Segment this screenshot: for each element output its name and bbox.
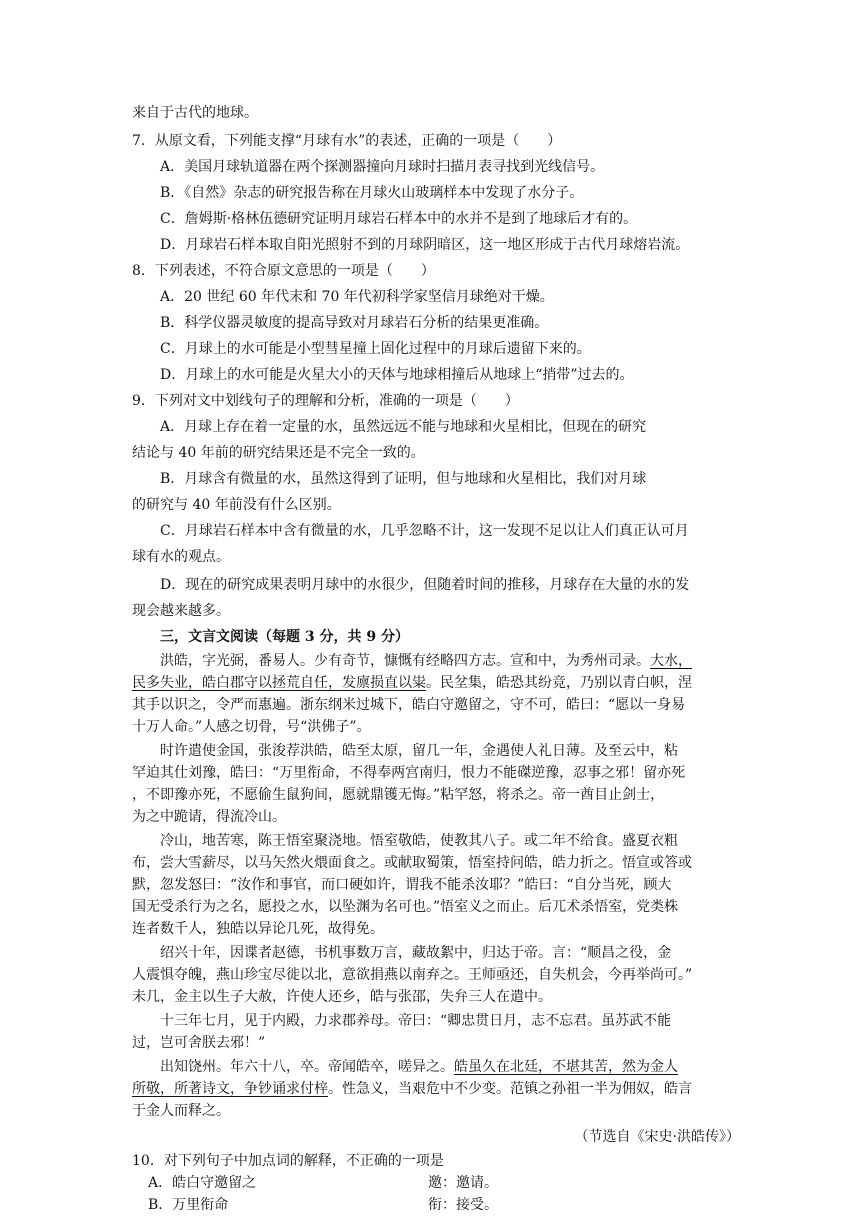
q7-option-d: D．月球岩石样本取自阳光照射不到的月球阴暗区，这一地区形成于古代月球熔岩流。 bbox=[160, 237, 690, 253]
q10-option-b: B．万里衔命 bbox=[148, 1197, 229, 1213]
passage-line: 于金人而释之。 bbox=[132, 1103, 230, 1119]
q9-option-c: C．月球岩石样本中含有微量的水，几乎忽略不计，这一发现不足以让人们真正认可月 bbox=[160, 523, 689, 539]
passage-line: 未几，金主以生子大赦，许使人还乡，皓与张邵，失弁三人在遣中。 bbox=[132, 989, 552, 1005]
passage-line: 国无受杀行为之名，愿投之水，以坠渊为名可也。”悟室义之而止。后兀术杀悟室，党类株 bbox=[132, 899, 679, 915]
q9-option-b-cont: 的研究与 40 年前没有什么区别。 bbox=[132, 497, 341, 513]
passage-line: 冷山，地苦寒，陈王悟室聚浇地。悟室敬皓，使教其八子。或二年不给食。盛夏衣粗 bbox=[160, 833, 678, 849]
passage-line bbox=[132, 1079, 692, 1099]
q8-option-c: C．月球上的水可能是小型彗星撞上固化过程中的月球后遗留下来的。 bbox=[160, 341, 591, 357]
passage-line: ，不即豫亦死，不愿偷生鼠狗间，愿就鼎镬无悔。”粘罕怒，将杀之。帝一酋目止剑士， bbox=[132, 787, 665, 803]
q10-option-b-gloss: 衔：接受。 bbox=[428, 1197, 498, 1213]
passage-line: 十万人命。”人感之切骨，号“洪佛子”。 bbox=[132, 719, 371, 735]
q10-option-a-gloss: 邀：邀请。 bbox=[428, 1175, 498, 1191]
underlined-sentence-2-cont: 所敬，所著诗文，争钞诵求付梓 bbox=[132, 1081, 328, 1097]
question-9-stem: 9．下列对文中划线句子的理解和分析，准确的一项是（ ） bbox=[132, 393, 519, 409]
passage-source: （节选自《宋史·洪皓传》） bbox=[574, 1129, 740, 1145]
underlined-sentence-1-cont: 民多失业，皓白郡守以拯荒自任，发廪损直以粜 bbox=[132, 675, 426, 691]
passage-line bbox=[160, 1057, 678, 1077]
q9-option-d: D．现在的研究成果表明月球中的水很少，但随着时间的推移，月球存在大量的水的发 bbox=[160, 577, 690, 593]
passage-line: 时许遣使金国，张浚荐洪皓，皓至太原，留几一年，金遇使人礼日薄。及至云中，粘 bbox=[160, 743, 678, 759]
q9-option-d-cont: 现会越来越多。 bbox=[132, 603, 230, 619]
passage-text: 洪皓，字光弼，番易人。少有奇节，慷慨有经略四方志。宣和中，为秀州司录。 bbox=[160, 653, 650, 669]
q8-option-a: A．20 世纪 60 年代末和 70 年代初科学家坚信月球绝对干燥。 bbox=[160, 289, 554, 305]
passage-line: 十三年七月，见于内殿，力求郡养母。帝曰：“卿忠贯日月，志不忘君。虽苏武不能 bbox=[160, 1013, 672, 1029]
passage-line: 罕迫其仕刘豫，皓曰：“万里衔命，不得奉两宫南归，恨力不能磔逆豫，忍事之邪！留亦死 bbox=[132, 765, 686, 781]
passage-text: 出知饶州。年六十八，卒。帝闻皓卒，嗟异之。 bbox=[160, 1059, 454, 1075]
q10-option-a: A．皓白守邀留之 bbox=[148, 1175, 257, 1191]
passage-line bbox=[160, 651, 692, 671]
question-8-stem: 8．下列表述，不符合原文意思的一项是（ ） bbox=[132, 263, 435, 279]
q8-option-d: D．月球上的水可能是火星大小的天体与地球相撞后从地球上“捎带”过去的。 bbox=[160, 367, 634, 383]
q9-option-c-cont: 球有水的观点。 bbox=[132, 549, 230, 565]
passage-line: 为之中跪请，得流冷山。 bbox=[132, 809, 286, 825]
passage-line: 连者数千人，独皓以异论几死，故得免。 bbox=[132, 921, 384, 937]
underlined-sentence-2: 皓虽久在北廷，不堪其苦，然为金人 bbox=[454, 1059, 678, 1075]
q9-option-a-cont: 结论与 40 年前的研究结果还是不完全一致的。 bbox=[132, 445, 425, 461]
passage-line: 默，忽发怒曰：“汝作和事官，而口硬如许，谓我不能杀汝耶？”皓曰：“自分当死，顾大 bbox=[132, 877, 672, 893]
q9-option-a: A．月球上存在着一定量的水，虽然远远不能与地球和火星相比，但现在的研究 bbox=[160, 419, 647, 435]
passage-line: 其手以识之，令严而惠遍。浙东纲米过城下，皓白守邀留之，守不可，皓曰：“愿以一身易 bbox=[132, 697, 686, 713]
q8-option-b: B．科学仪器灵敏度的提高导致对月球岩石分析的结果更准确。 bbox=[160, 315, 549, 331]
question-10-stem: 10．对下列句子中加点词的解释，不正确的一项是 bbox=[132, 1153, 444, 1169]
q7-option-c: C．詹姆斯·格林伍德研究证明月球岩石样本中的水并不是到了地球后才有的。 bbox=[160, 211, 638, 227]
text-line: 来自于古代的地球。 bbox=[132, 105, 258, 121]
q7-option-a: A．美国月球轨道器在两个探测器撞向月球时扫描月表寻找到光线信号。 bbox=[160, 159, 605, 175]
passage-line: 过，岂可舍朕去邪！” bbox=[132, 1035, 266, 1051]
q7-option-b: B．《自然》杂志的研究报告称在月球火山玻璃样本中发现了水分子。 bbox=[160, 185, 584, 201]
passage-text: 。民坌集，皓恐其纷竞，乃别以青白帜，涅 bbox=[426, 675, 692, 691]
passage-line: 布，尝大雪薪尽，以马矢然火煨面食之。或献取蜀策，悟室持问皓，皓力折之。悟宣或答或 bbox=[132, 855, 692, 871]
passage-text: 。性急义，当艰危中不少变。范镇之孙祖一半为佣奴，皓言 bbox=[328, 1081, 692, 1097]
section-3-heading: 三，文言文阅读（每题 3 分，共 9 分） bbox=[160, 629, 409, 645]
q9-option-b: B．月球含有微量的水，虽然这得到了证明，但与地球和火星相比，我们对月球 bbox=[160, 471, 647, 487]
underlined-sentence-1: 大水， bbox=[650, 653, 692, 669]
passage-line: 绍兴十年，因谍者赵德，书机事数万言，藏故絮中，归达于帝。言：“顺昌之役，金 bbox=[160, 945, 672, 961]
question-7-stem: 7．从原文看，下列能支撑“月球有水”的表述，正确的一项是（ ） bbox=[132, 133, 562, 149]
passage-line bbox=[132, 673, 692, 693]
passage-line: 人震惧夺魄，燕山珍宝尽徙以北，意欲捐燕以南弃之。王师亟还，自失机会，今再举尚可。” bbox=[132, 967, 693, 983]
